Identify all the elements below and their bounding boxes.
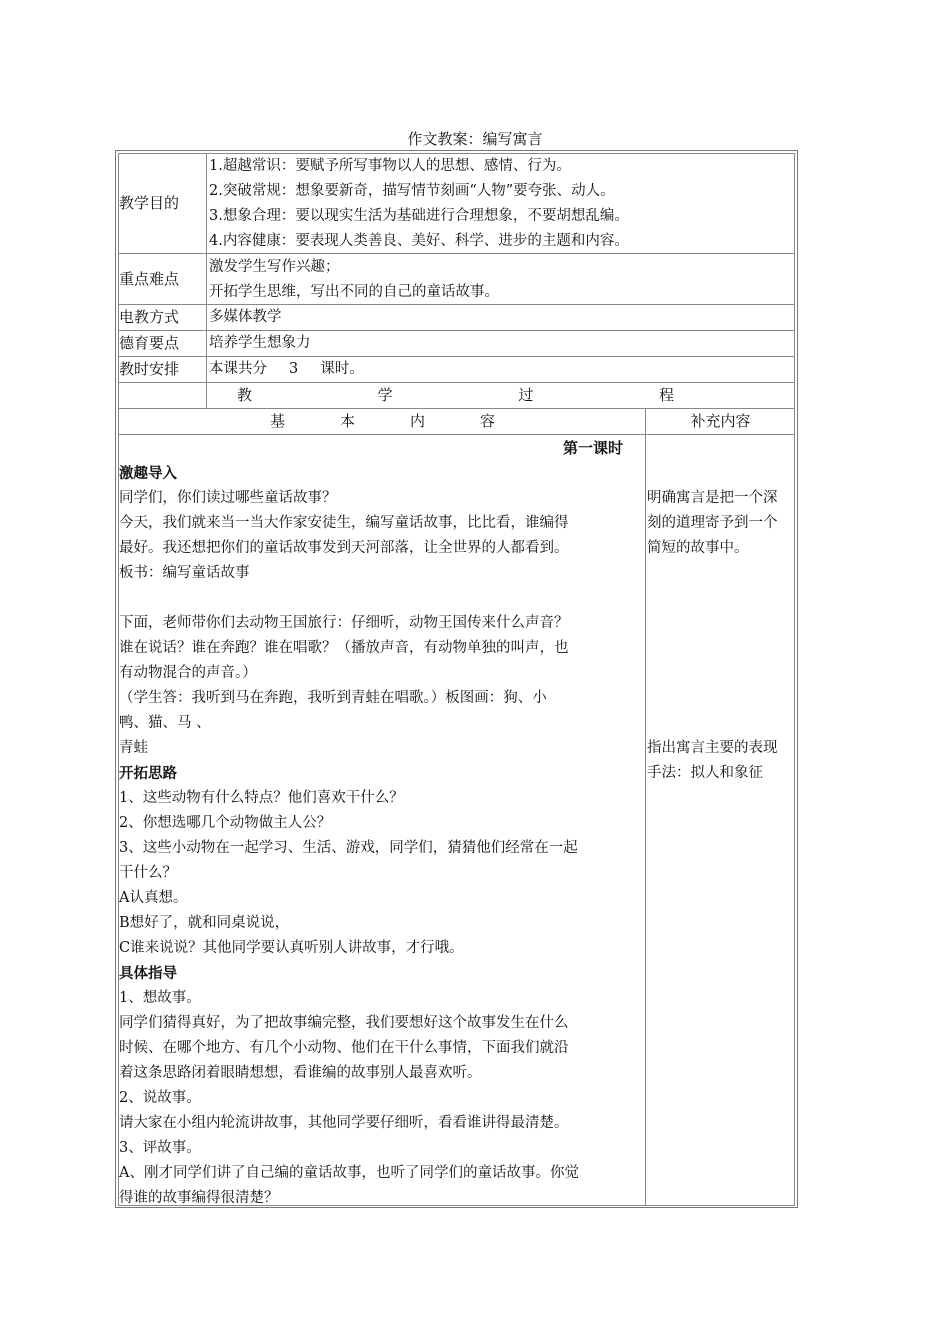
supplement-header: 补充内容 <box>690 412 751 430</box>
schedule-label: 教时安排 <box>119 360 180 378</box>
body-line: 干什么？ <box>119 865 177 881</box>
basic-header-char: 基 <box>270 412 286 430</box>
body-line: B想好了，就和同桌说说， <box>119 915 290 931</box>
basic-content-header <box>270 409 495 434</box>
body-line: A、刚才同学们讲了自己编的童话故事，也听了同学们的童话故事。你觉 <box>119 1165 579 1181</box>
objectives-label: 教学目的 <box>119 194 180 212</box>
column-divider <box>645 408 646 1205</box>
key-points-list <box>209 255 499 305</box>
objective-item: 4.内容健康：要表现人类善良、美好、科学、进步的主题和内容。 <box>209 233 629 249</box>
schedule-prefix: 本课共分 <box>209 361 267 377</box>
side-note-line: 手法：拟人和象征 <box>647 765 763 781</box>
body-line: （学生答：我听到马在奔跑，我听到青蛙在唱歌。）板图画：狗、小 <box>119 690 547 706</box>
media-value: 多媒体教学 <box>209 309 282 325</box>
body-line: 同学们，你们读过哪些童话故事？ <box>119 490 337 506</box>
key-point-item: 激发学生写作兴趣； <box>209 259 340 275</box>
body-line: 有动物混合的声音。） <box>119 665 257 681</box>
process-header-char: 学 <box>377 386 393 404</box>
section-heading: 激趣导入 <box>119 465 177 482</box>
objective-item: 2.突破常规：想象要新奇，描写情节刻画“人物”要夸张、动人。 <box>209 183 615 199</box>
process-header-char: 过 <box>518 386 534 404</box>
schedule-value <box>209 357 364 382</box>
column-divider <box>206 153 207 408</box>
body-line: 同学们猜得真好，为了把故事编完整，我们要想好这个故事发生在什么 <box>119 1015 569 1031</box>
section-heading: 具体指导 <box>119 965 177 982</box>
body-line: 3、评故事。 <box>119 1140 201 1156</box>
body-line: 谁在说话？谁在奔跑？谁在唱歌？（播放声音，有动物单独的叫声，也 <box>119 640 569 656</box>
moral-label: 德育要点 <box>119 334 180 352</box>
side-note-techniques <box>647 736 795 786</box>
body-line: 下面，老师带你们去动物王国旅行：仔细听，动物王国传来什么声音？ <box>119 615 569 631</box>
objective-item: 1.超越常识：要赋予所写事物以人的思想、感情、行为。 <box>209 158 571 174</box>
lesson-body <box>119 461 645 1211</box>
body-line: 最好。我还想把你们的童话故事发到天河部落，让全世界的人都看到。 <box>119 540 569 556</box>
body-line: A认真想。 <box>119 890 188 906</box>
body-line: 板书：编写童话故事 <box>119 565 250 581</box>
lesson-heading: 第一课时 <box>563 439 624 457</box>
body-line <box>119 586 645 611</box>
side-note-line: 明确寓言是把一个深 <box>647 490 778 506</box>
side-note-line: 刻的道理寄予到一个 <box>647 515 778 531</box>
body-line: 着这条思路闭着眼睛想想，看谁编的故事别人最喜欢听。 <box>119 1065 482 1081</box>
process-header-char: 教 <box>237 386 253 404</box>
body-line: 青蛙 <box>119 740 148 756</box>
process-header-char: 程 <box>658 386 674 404</box>
document-title: 作文教案：编写寓言 <box>407 130 543 148</box>
body-line: 2、你想选哪几个动物做主人公？ <box>119 815 332 831</box>
side-note-definition <box>647 486 795 561</box>
side-note-line: 指出寓言主要的表现 <box>647 740 778 756</box>
schedule-count: 3 <box>289 361 299 377</box>
body-line: 2、说故事。 <box>119 1090 201 1106</box>
body-line: 3、这些小动物在一起学习、生活、游戏，同学们，猜猜他们经常在一起 <box>119 840 578 856</box>
body-line: 今天，我们就来当一当大作家安徒生，编写童话故事，比比看，谁编得 <box>119 515 569 531</box>
moral-value: 培养学生想象力 <box>209 335 311 351</box>
body-line: 鸭、猫、马 、 <box>119 715 211 731</box>
objective-item: 3.想象合理：要以现实生活为基础进行合理想象，不要胡想乱编。 <box>209 208 629 224</box>
body-line: 请大家在小组内轮流讲故事，其他同学要仔细听，看看谁讲得最清楚。 <box>119 1115 569 1131</box>
key-point-item: 开拓学生思维，写出不同的自己的童话故事。 <box>209 284 499 300</box>
media-label: 电教方式 <box>119 308 180 326</box>
body-line: C谁来说说？其他同学要认真听别人讲故事，才行哦。 <box>119 940 464 956</box>
body-line: 时候、在哪个地方、有几个小动物、他们在干什么事情，下面我们就沿 <box>119 1040 569 1056</box>
objectives-list <box>209 154 629 254</box>
process-header <box>237 383 674 408</box>
section-heading: 开拓思路 <box>119 765 177 782</box>
row-divider <box>118 434 795 435</box>
body-line: 1、想故事。 <box>119 990 201 1006</box>
basic-header-char: 内 <box>409 412 425 430</box>
side-note-line: 简短的故事中。 <box>647 540 749 556</box>
basic-header-char: 容 <box>479 412 495 430</box>
body-line: 1、这些动物有什么特点？他们喜欢干什么？ <box>119 790 404 806</box>
key-points-label: 重点难点 <box>119 270 180 288</box>
basic-header-char: 本 <box>339 412 355 430</box>
schedule-suffix: 课时。 <box>320 361 364 377</box>
body-line: 得谁的故事编得很清楚？ <box>119 1190 279 1206</box>
